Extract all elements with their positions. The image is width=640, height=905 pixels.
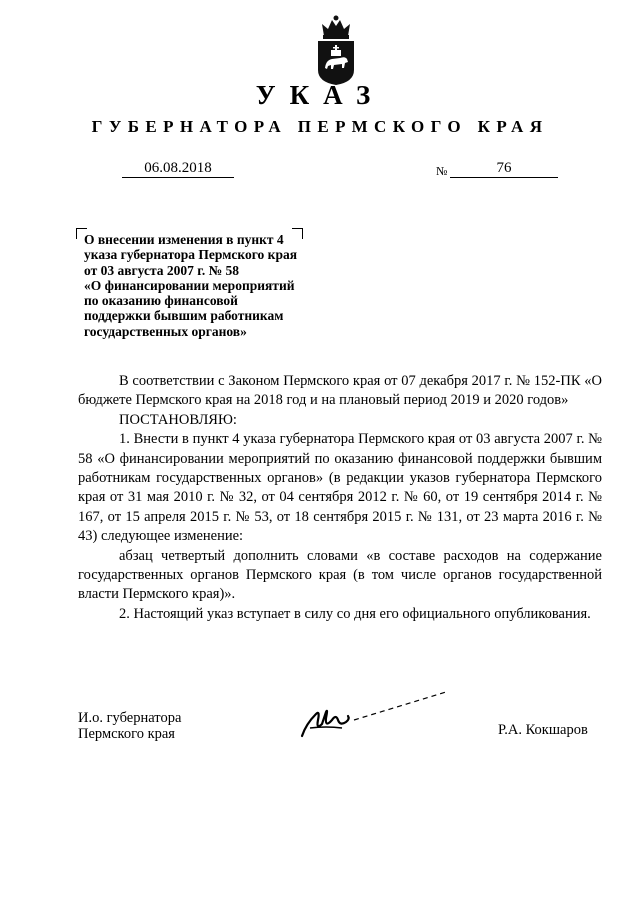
decree-word: ПОСТАНОВЛЯЮ: <box>119 411 237 428</box>
preamble-paragraph: В соответствии с Законом Пермского края от 07 декабря 2017 г. № 152-ПК «О бюджете Пермского края на 2018 год и на плановый период 2019 и 2020 годов» <box>78 373 602 409</box>
document-body <box>78 372 602 624</box>
signer-position <box>78 710 181 742</box>
subject-line: указа губернатора Пермского края <box>84 247 298 263</box>
subject-line: поддержки бывшим работникам <box>84 308 284 324</box>
handwritten-signature-icon <box>296 684 456 744</box>
subject-line: от 03 августа 2007 г. № 58 <box>84 262 240 278</box>
item-1-paragraph: 1. Внести в пункт 4 указа губернатора Пермского края от 03 августа 2007 г. № 58 «О финансировании мероприятий по оказанию финансовой поддержки бывшим работникам государственных органов» (в редакции указов губернатора Пермского края от 31 мая 2010 г. № 32, от 04 сентября 2012 г. № 60, от 19 сентября 2014 г. № 167, от 15 апреля 2015 г. № 53, от 18 сентября 2015 г. № 131, от 23 марта 2016 г. № 43) следующее изменение: <box>78 431 602 545</box>
document-number: 76 <box>450 159 558 178</box>
perm-krai-coat-of-arms-icon <box>315 14 357 86</box>
item-2-paragraph: 2. Настоящий указ вступает в силу со дня его официального опубликования. <box>119 605 591 622</box>
subject-line: О внесении изменения в пункт 4 <box>84 232 284 247</box>
signer-position-line: Пермского края <box>78 726 175 742</box>
subject-line: по оказанию финансовой <box>84 293 238 309</box>
document-date: 06.08.2018 <box>122 159 234 178</box>
document-title: УКАЗ <box>255 80 385 110</box>
subject-line: «О финансировании мероприятий <box>84 277 295 293</box>
signer-position-line: И.о. губернатора <box>78 710 182 726</box>
document-issuer: ГУБЕРНАТОРА ПЕРМСКОГО КРАЯ <box>91 117 549 136</box>
signer-name: Р.А. Кокшаров <box>498 722 588 738</box>
number-sign: № <box>436 164 448 178</box>
subject-line: государственных органов» <box>84 323 247 339</box>
item-1-change-paragraph: абзац четвертый дополнить словами «в составе расходов на содержание государственных органов Пермского края (в том числе органов государственной власти Пермского края)». <box>78 547 602 603</box>
document-subject <box>84 232 344 339</box>
